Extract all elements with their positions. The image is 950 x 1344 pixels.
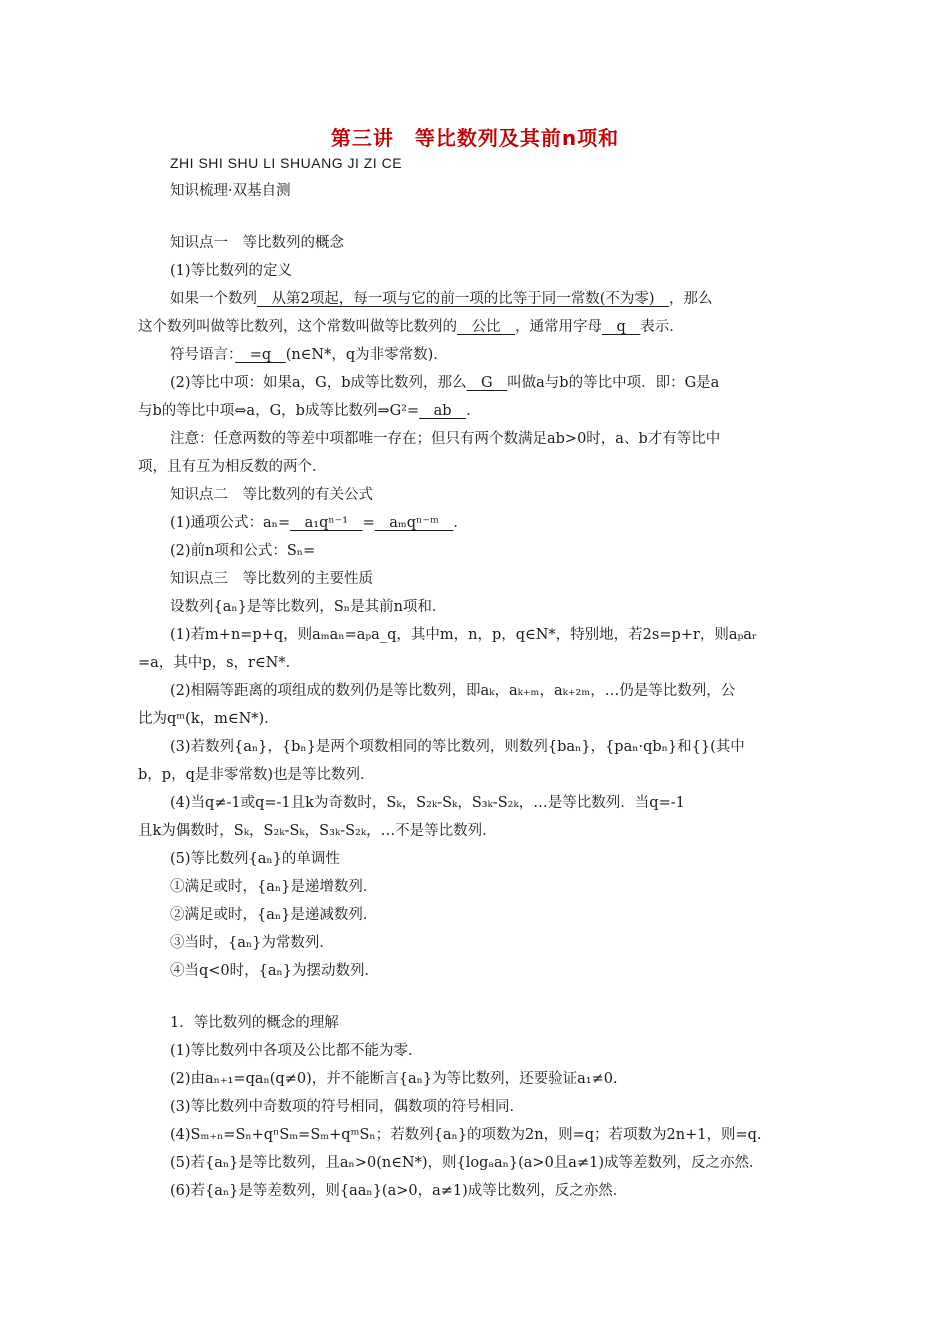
kp3-monotonic-4: ④当q<0时，{aₙ}为摆动数列． [170, 963, 380, 979]
understanding-item-1: (1)等比数列中各项及公比都不能为零． [170, 1043, 423, 1059]
understanding-item-4: (4)Sₘ₊ₙ=Sₙ+qⁿSₘ=Sₘ+qᵐSₙ；若数列{aₙ}的项数为2n，则=q；若项数为2n+1，则=q. [170, 1127, 762, 1143]
text: ，那么 [669, 291, 713, 307]
kp3-property4-line1: (4)当q≠-1或q=-1且k为奇数时，Sₖ，S₂ₖ-Sₖ，S₃ₖ-S₂ₖ，…是等比数列．当q=-1 [170, 795, 685, 811]
kp1-def-line2 [138, 317, 818, 337]
fill-blank: aₘqⁿ⁻ᵐ [374, 515, 454, 531]
kp3-heading: 知识点三 等比数列的主要性质 [170, 571, 373, 587]
understanding-item-6: (6)若{aₙ}是等差数列，则{aaₙ}(a>0，a≠1)成等比数列，反之亦然． [170, 1183, 628, 1199]
text: 与b的等比中项⇔a，G，b成等比数列⇒G²= [138, 403, 420, 419]
fill-blank: G [466, 375, 508, 391]
kp1-note-line1: 注意：任意两数的等差中项都唯一存在；但只有两个数满足ab>0时，a、b才有等比中 [170, 431, 721, 447]
kp3-property2-line1: (2)相隔等距离的项组成的数列仍是等比数列，即aₖ，aₖ₊ₘ，aₖ₊₂ₘ，…仍是等比数列，公 [170, 683, 736, 699]
kp1-def-title: (1)等比数列的定义 [170, 263, 293, 279]
understanding-item-3: (3)等比数列中奇数项的符号相同，偶数项的符号相同． [170, 1099, 525, 1115]
text: ，通常用字母 [515, 319, 602, 335]
kp3-property4-line2: 且k为偶数时，Sₖ，S₂ₖ-Sₖ，S₃ₖ-S₂ₖ，…不是等比数列． [138, 823, 497, 839]
text: ． [466, 403, 481, 419]
text: 叫做a与b的等比中项．即：G是a [507, 375, 720, 391]
text: (2)等比中项：如果a，G，b成等比数列，那么 [170, 375, 467, 391]
text: = [362, 515, 375, 531]
kp3-property5: (5)等比数列{aₙ}的单调性 [170, 851, 340, 867]
text: 表示． [640, 319, 684, 335]
kp1-mean-line2 [138, 401, 818, 421]
kp1-heading: 知识点一 等比数列的概念 [170, 235, 344, 251]
fill-blank: 公比 [457, 319, 515, 335]
page-title: 第三讲 等比数列及其前n项和 [330, 126, 620, 150]
section-pinyin: ZHI SHI SHU LI SHUANG JI ZI CE [170, 155, 403, 171]
kp2-sum-formula: (2)前n项和公式：Sₙ= [170, 543, 316, 559]
text: (n∈N*，q为非零常数)． [285, 347, 448, 363]
text: ． [453, 515, 468, 531]
kp2-general-term [170, 513, 820, 533]
kp1-def-line1 [170, 289, 820, 309]
fill-blank: 从第2项起，每一项与它的前一项的比等于同一常数(不为零) [257, 291, 670, 307]
kp3-property1-line2: =a，其中p，s，r∈N*． [138, 655, 301, 671]
kp3-property3-line1: (3)若数列{aₙ}，{bₙ}是两个项数相同的等比数列，则数列{baₙ}，{paₙ·qbₙ}和{}(其中 [170, 739, 745, 755]
kp3-property3-line2: b，p，q是非零常数)也是等比数列． [138, 767, 375, 783]
text: 如果一个数列 [170, 291, 257, 307]
kp1-symbol-line [170, 345, 820, 365]
understanding-heading: 1．等比数列的概念的理解 [170, 1015, 339, 1031]
text: (1)通项公式：aₙ= [170, 515, 291, 531]
fill-blank: =q [235, 347, 286, 363]
kp3-property2-line2: 比为qᵐ(k，m∈N*)． [138, 711, 279, 727]
kp3-property1-line1: (1)若m+n=p+q，则aₘaₙ=aₚa_q，其中m，n，p，q∈N*，特别地，若2s=p+r，则aₚaᵣ [170, 627, 757, 643]
fill-blank: a₁qⁿ⁻¹ [290, 515, 363, 531]
kp3-monotonic-3: ③当时，{aₙ}为常数列． [170, 935, 334, 951]
text: 这个数列叫做等比数列，这个常数叫做等比数列的 [138, 319, 457, 335]
kp1-note-line2: 项，且有互为相反数的两个． [138, 459, 327, 475]
fill-blank: ab [419, 403, 467, 419]
section-name: 知识梳理·双基自测 [170, 183, 291, 199]
fill-blank: q [602, 319, 641, 335]
understanding-item-5: (5)若{aₙ}是等比数列，且aₙ>0(n∈N*)，则{logₐaₙ}(a>0且a≠1)成等差数列，反之亦然． [170, 1155, 764, 1171]
kp3-intro: 设数列{aₙ}是等比数列，Sₙ是其前n项和． [170, 599, 447, 615]
kp3-monotonic-1: ①满足或时，{aₙ}是递增数列． [170, 879, 378, 895]
understanding-item-2: (2)由aₙ₊₁=qaₙ(q≠0)，并不能断言{aₙ}为等比数列，还要验证a₁≠0. [170, 1071, 618, 1087]
kp3-monotonic-2: ②满足或时，{aₙ}是递减数列． [170, 907, 378, 923]
kp2-heading: 知识点二 等比数列的有关公式 [170, 487, 373, 503]
kp1-mean-line1 [170, 373, 820, 393]
text: 符号语言： [170, 347, 236, 363]
